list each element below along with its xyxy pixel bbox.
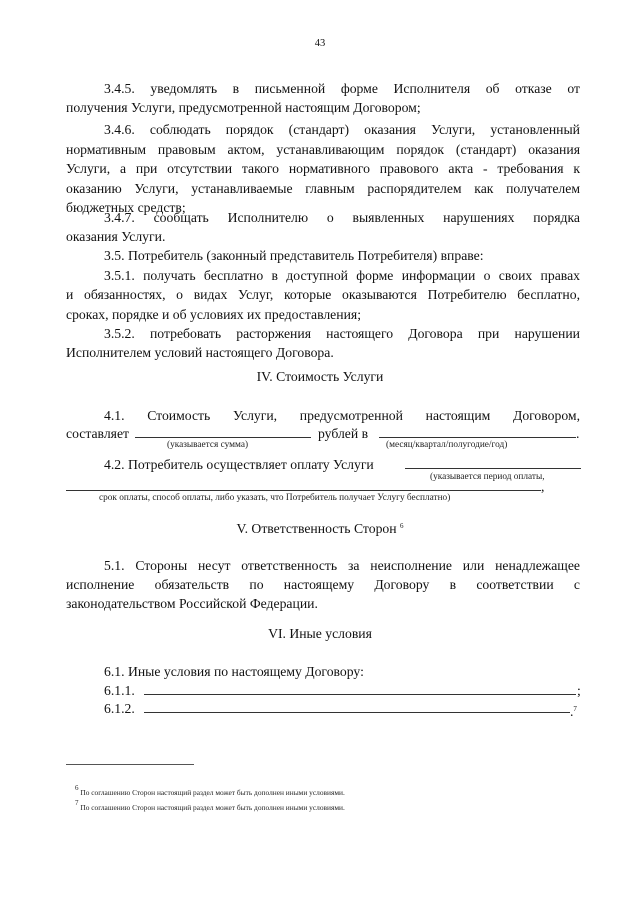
caption-payment-1: (указывается период оплаты, — [430, 472, 545, 482]
paragraph-3-5-1-line2: и обязанностях, о видах Услуг, которые оказываются Потребителю бесплатно, — [66, 287, 580, 302]
paragraph-3-5: 3.5. Потребитель (законный представитель Потребителя) вправе: — [104, 248, 484, 263]
caption-period: (месяц/квартал/полугодие/год) — [386, 440, 508, 450]
paragraph-6-1: 6.1. Иные условия по настоящему Договору: — [104, 664, 364, 679]
paragraph-3-4-6-line2: нормативным правовым актом, устанавливающим порядок (стандарт) оказания — [66, 142, 580, 157]
footnote-7-mark: 7 — [75, 799, 79, 807]
payment-comma: , — [541, 479, 545, 494]
footnote-ref-6: 6 — [400, 522, 404, 530]
footnote-separator — [66, 764, 194, 765]
paragraph-3-4-5-line1: 3.4.5. уведомлять в письменной форме Исполнителя об отказе от — [104, 81, 580, 96]
paragraph-4-1-period-end: . — [576, 426, 580, 441]
paragraph-4-2: 4.2. Потребитель осуществляет оплату Услуги — [104, 457, 374, 472]
footnote-7 — [75, 799, 345, 812]
paragraph-6-1-2-label: 6.1.2. — [104, 701, 135, 716]
paragraph-3-5-1-line1: 3.5.1. получать бесплатно в доступной форме информации о своих правах — [104, 268, 580, 283]
payment-blank-line-2 — [66, 490, 541, 491]
paragraph-3-4-6-line5: бюджетных средств; — [66, 200, 186, 215]
payment-blank-line-1 — [405, 468, 581, 469]
paragraph-3-5-2-line2: Исполнителем условий настоящего Договора. — [66, 345, 334, 360]
paragraph-3-4-6-line3: Услуги, а при отсутствии такого нормативного правового акта - требования к — [66, 161, 580, 176]
section-6-heading: VI. Иные условия — [268, 626, 372, 641]
footnote-6-text: По соглашению Сторон настоящий раздел может быть дополнен иными условиями. — [80, 788, 345, 797]
paragraph-6-1-2-period: . — [570, 704, 574, 719]
paragraph-3-4-7-line1: 3.4.7. сообщать Исполнителю о выявленных нарушениях порядка — [104, 210, 580, 225]
condition-1-blank-line — [144, 694, 576, 695]
page-number: 43 — [314, 38, 326, 49]
paragraph-6-1-1-end: ; — [577, 683, 581, 698]
paragraph-3-4-5-line2: получения Услуги, предусмотренной настоящим Договором; — [66, 100, 421, 115]
footnote-ref-7: 7 — [573, 705, 577, 713]
condition-2-blank-line — [144, 712, 570, 713]
footnote-7-text: По соглашению Сторон настоящий раздел может быть дополнен иными условиями. — [80, 803, 345, 812]
paragraph-3-5-1-line3: сроках, порядке и об условиях их предоставления; — [66, 307, 362, 322]
paragraph-4-1-line1: 4.1. Стоимость Услуги, предусмотренной настоящим Договором, — [104, 408, 580, 423]
paragraph-4-1-rubles: рублей в — [318, 426, 369, 441]
period-blank-line — [379, 437, 576, 438]
caption-payment-2: срок оплаты, способ оплаты, либо указать, что Потребитель получает Услугу бесплатно) — [99, 493, 451, 503]
caption-sum: (указывается сумма) — [167, 440, 249, 450]
paragraph-5-1-line2: исполнение обязательств по настоящему Договору в соответствии с — [66, 577, 580, 592]
section-5-heading-text: V. Ответственность Сторон — [236, 521, 397, 536]
footnote-6-mark: 6 — [75, 784, 79, 792]
footnote-6 — [75, 784, 345, 797]
paragraph-3-4-7-line2: оказания Услуги. — [66, 229, 166, 244]
section-5-heading — [0, 521, 640, 537]
paragraph-4-1-label: составляет — [66, 426, 130, 441]
section-4-heading: IV. Стоимость Услуги — [256, 369, 384, 384]
paragraph-6-1-1-label: 6.1.1. — [104, 683, 135, 698]
paragraph-6-1-2-end — [570, 700, 577, 721]
paragraph-5-1-line3: законодательством Российской Федерации. — [66, 596, 318, 611]
paragraph-3-4-6-line1: 3.4.6. соблюдать порядок (стандарт) оказания Услуги, установленный — [104, 122, 580, 137]
sum-blank-line — [135, 437, 311, 438]
paragraph-3-5-2-line1: 3.5.2. потребовать расторжения настоящего Договора при нарушении — [104, 326, 580, 341]
paragraph-5-1-line1: 5.1. Стороны несут ответственность за неисполнение или ненадлежащее — [104, 558, 580, 573]
paragraph-3-4-6-line4: оказанию Услуги, устанавливаемые главным распорядителем как получателем — [66, 181, 580, 196]
